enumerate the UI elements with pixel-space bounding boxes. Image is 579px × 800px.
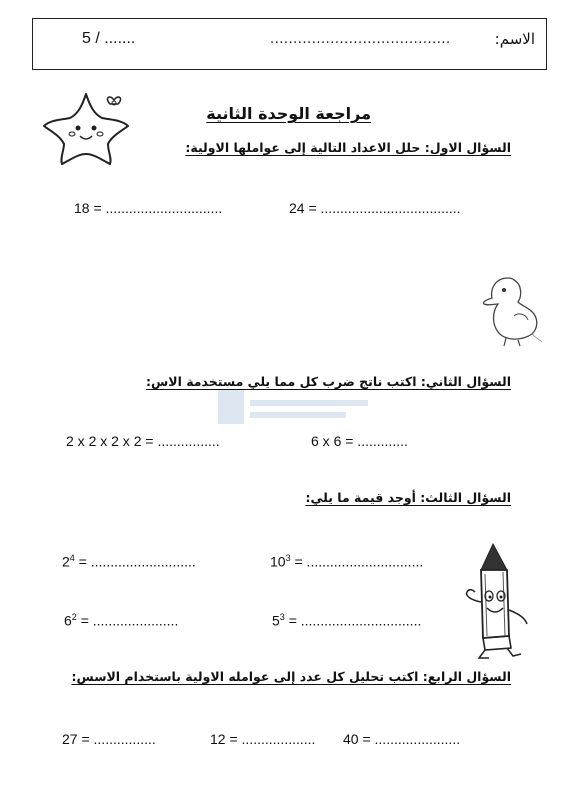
answer-line[interactable]: $2^4$ = ........................... <box>62 553 196 570</box>
question-4-heading: السؤال الرابع: اكتب تحليل كل عدد إلى عوامله الاولية باستخدام الاسس: <box>71 669 511 684</box>
name-label: الاسم: <box>494 30 535 48</box>
answer-line[interactable]: $6^2$ = ...................... <box>64 612 179 629</box>
answer-line[interactable]: 27 = ................ <box>62 731 156 747</box>
answer-line[interactable]: 40 = ...................... <box>343 731 461 747</box>
answer-line[interactable]: 2 x 2 x 2 x 2 = ................ <box>66 433 220 449</box>
answer-line[interactable]: $5^3$ = ............................... <box>272 612 422 629</box>
answer-line[interactable]: 24 = .................................... <box>289 200 461 216</box>
site-watermark-logo <box>218 386 368 430</box>
question-3-heading: السؤال الثالث: أوجد قيمة ما يلي: <box>305 490 511 505</box>
question-1-heading: السؤال الاول: حلل الاعداد التالية إلى عواملها الاولية: <box>185 140 511 155</box>
answer-line[interactable]: 18 = .............................. <box>74 200 223 216</box>
page-title: مراجعة الوحدة الثانية <box>206 104 371 123</box>
pencil-character-clipart-icon <box>455 540 539 664</box>
answer-line[interactable]: 6 x 6 = ............. <box>311 433 408 449</box>
name-field[interactable]: ....................................... <box>270 32 451 47</box>
answer-line[interactable]: $10^3$ = .............................. <box>270 553 424 570</box>
score-field: 5 / ....... <box>82 30 136 47</box>
star-clipart-icon <box>40 88 132 166</box>
question-2-heading: السؤال الثاني: اكتب ناتج ضرب كل مما يلي مستخدمة الاس: <box>146 374 511 389</box>
duckling-clipart-icon <box>478 272 544 350</box>
answer-line[interactable]: 12 = ................... <box>210 731 316 747</box>
